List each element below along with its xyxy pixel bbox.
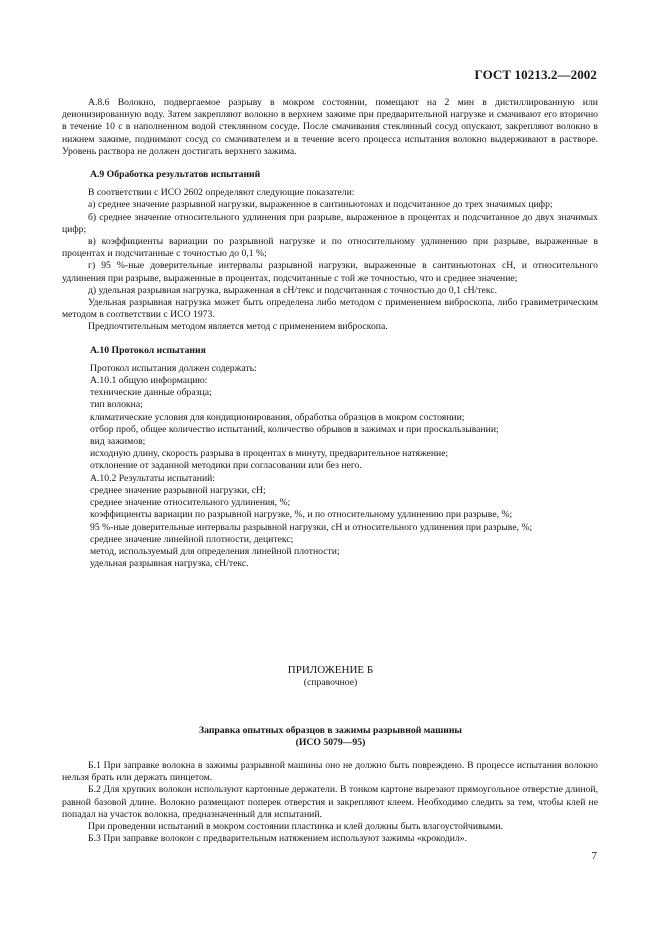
- annex-heading-line: (ИСО 5079—95): [295, 737, 366, 749]
- list-item: д) удельная разрывная нагрузка, выраженная в сН/текс и подсчитанная с точностью до 0,1 сН/текс.: [88, 284, 498, 296]
- annex-heading-line: Заправка опытных образцов в зажимы разрывной машины: [199, 725, 462, 736]
- list-item: тип волокна;: [90, 399, 143, 411]
- list-item: среднее значение относительного удлинения, %;: [90, 497, 291, 509]
- standard-number: ГОСТ 10213.2—2002: [474, 67, 597, 82]
- list-item: 95 %-ные доверительные интервалы разрывной нагрузки, сН и относительного удлинения при разрыве, %;: [90, 521, 533, 533]
- list-item: климатические условия для кондиционирования, обработка образцов в мокром состоянии;: [90, 411, 465, 423]
- list-item: отбор проб, общее количество испытаний, количество обрывов в зажимах и при проскальзывании;: [90, 423, 499, 435]
- paragraph-b2: Б.2 Для хрупких волокон используют картонные держатели. В тонком картоне вырезают прямоугольное отверстие длиной, равной базовой длине. Волокно размещают поперек отверстия и закрепляют клеем. Необходимо следить за тем, чтобы клей не попадал на участок волокна, предназначенный для испытаний.: [62, 784, 598, 820]
- list-item: удельная разрывная нагрузка, сН/текс.: [90, 558, 249, 570]
- list-item: исходную длину, скорость разрыва в процентах в минуту, предварительное натяжение;: [90, 448, 449, 460]
- section-heading-a9: А.9 Обработка результатов испытаний: [90, 169, 261, 181]
- list-item: среднее значение разрывной нагрузки, сН;: [90, 484, 266, 496]
- section-heading-a10: А.10 Протокол испытания: [90, 344, 206, 356]
- list-item: г) 95 %-ные доверительные интервалы разрывной нагрузки, выраженные в сантиньютонах сН, и относительного удлинения при разрыве, выраженные в процентах, подсчитанные с той же точностью, что и среднее значение;: [62, 260, 598, 284]
- list-item: Протокол испытания должен содержать:: [90, 362, 257, 374]
- annex-heading: [0, 725, 661, 749]
- list-item: б) среднее значение относительного удлинения при разрыве, выраженное в процентах и подсчитанное до двух значимых цифр;: [62, 211, 598, 235]
- main-text: [62, 97, 598, 570]
- a9-intro: В соответствии с ИСО 2602 определяют следующие показатели:: [88, 187, 355, 199]
- list-item: метод, используемый для определения линейной плотности;: [90, 545, 340, 557]
- annex-text: [62, 760, 598, 845]
- list-item: в) коэффициенты вариации по разрывной нагрузке и по относительному удлинению при разрыве, выраженные в процентах и подсчитанные с точностью до 0,1 %;: [62, 236, 598, 260]
- annex-title: ПРИЛОЖЕНИЕ Б: [287, 664, 374, 676]
- list-item: технические данные образца;: [90, 387, 212, 399]
- a9-note: Удельная разрывная нагрузка может быть определена либо методом с применением виброскопа, либо гравиметрическим методом в соответствии с ИСО 1973.: [62, 297, 598, 321]
- list-item: среднее значение линейной плотности, децитекс;: [90, 533, 294, 545]
- a9-note: Предпочтительным методом является метод с применением виброскопа.: [88, 321, 388, 333]
- paragraph-b1: Б.1 При заправке волокна в зажимы разрывной машины оно не должно быть повреждено. В процессе испытания волокно нельзя брать или держать пинцетом.: [62, 760, 598, 784]
- paragraph-b2-note: При проведении испытаний в мокром состоянии пластинка и клей должны быть влагоустойчивыми.: [88, 821, 503, 833]
- list-item: отклонение от заданной методики при согласовании или без него.: [90, 460, 362, 472]
- paragraph-a86: А.8.6 Волокно, подвергаемое разрыву в мокром состоянии, помещают на 2 мин в дистиллированную или деионизированную воду. Затем закрепляют волокно в верхнем зажиме при предварительной нагрузке и смачивают его вторично в течение 10 с в наполненном водой стеклянном сосуде. После смачивания стеклянный сосуд опускают, закрепляют волокно в нижнем зажиме, поднимают сосуд со смачивателем и в течение всего процесса испытания волокно выдерживают в растворе. Уровень раствора не должен достигать верхнего зажима.: [62, 97, 598, 157]
- annex-subtitle: (справочное): [303, 677, 358, 688]
- list-item: А.10.2 Результаты испытаний:: [90, 472, 216, 484]
- list-item: а) среднее значение разрывной нагрузки, выраженное в сантиньютонах и подсчитанное до трех значимых цифр;: [88, 199, 553, 211]
- list-item: А.10.1 общую информацию:: [90, 375, 208, 387]
- page-number: 7: [591, 850, 597, 862]
- list-item: вид зажимов;: [90, 436, 146, 448]
- list-item: коэффициенты вариации по разрывной нагрузке, %, и по относительному удлинению при разрыве, %;: [90, 509, 513, 521]
- paragraph-b3: Б.3 При заправке волокон с предварительным натяжением используют зажимы «крокодил».: [88, 833, 468, 845]
